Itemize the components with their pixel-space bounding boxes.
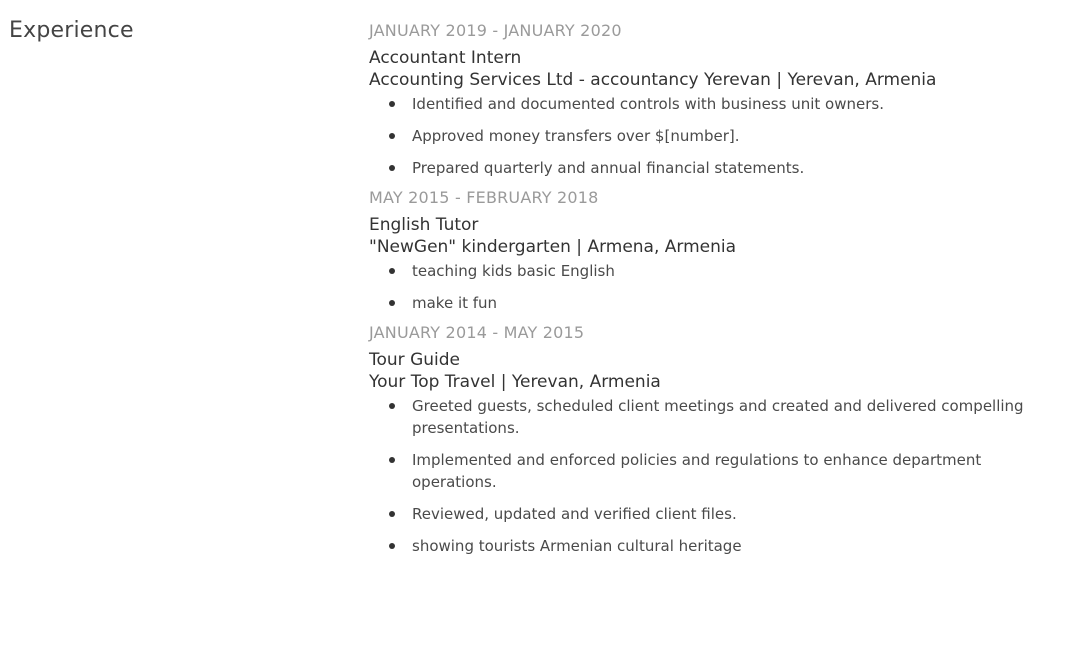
entry-bullet xyxy=(369,395,1049,439)
entry-date: MAY 2015 - FEBRUARY 2018 xyxy=(369,188,599,207)
entry-bullet-text: Greeted guests, scheduled client meetings and created and delivered compelling presentations. xyxy=(412,397,1024,437)
experience-list xyxy=(369,20,1049,565)
bullet-dot-icon xyxy=(389,300,395,306)
entry-job-title: Tour Guide xyxy=(369,350,460,370)
bullet-dot-icon xyxy=(389,165,395,171)
experience-entry xyxy=(369,187,1049,314)
entry-job-title: English Tutor xyxy=(369,215,479,235)
entry-company: Your Top Travel | Yerevan, Armenia xyxy=(369,372,661,392)
entry-bullet xyxy=(369,503,1049,525)
bullet-dot-icon xyxy=(389,133,395,139)
entry-bullet-text: Identified and documented controls with business unit owners. xyxy=(412,95,884,113)
experience-entry xyxy=(369,20,1049,179)
entry-bullet-list xyxy=(369,93,1049,179)
entry-bullet-text: showing tourists Armenian cultural heritage xyxy=(412,537,742,555)
experience-entry xyxy=(369,322,1049,557)
entry-bullet-list xyxy=(369,395,1049,557)
entry-bullet-text: Reviewed, updated and verified client files. xyxy=(412,505,737,523)
entry-bullet xyxy=(369,157,1049,179)
entry-date: JANUARY 2019 - JANUARY 2020 xyxy=(369,21,622,40)
entry-bullet-text: Implemented and enforced policies and regulations to enhance department operations. xyxy=(412,451,982,491)
entry-company: Accounting Services Ltd - accountancy Yerevan | Yerevan, Armenia xyxy=(369,70,937,90)
bullet-dot-icon xyxy=(389,543,395,549)
entry-bullet xyxy=(369,125,1049,147)
entry-bullet-text: Approved money transfers over $[number]. xyxy=(412,127,740,145)
bullet-dot-icon xyxy=(389,457,395,463)
bullet-dot-icon xyxy=(389,268,395,274)
entry-bullet xyxy=(369,292,1049,314)
entry-bullet-list xyxy=(369,260,1049,314)
bullet-dot-icon xyxy=(389,101,395,107)
entry-bullet xyxy=(369,260,1049,282)
entry-date: JANUARY 2014 - MAY 2015 xyxy=(369,323,585,342)
entry-bullet-text: make it fun xyxy=(412,294,498,312)
bullet-dot-icon xyxy=(389,511,395,517)
entry-bullet-text: Prepared quarterly and annual financial statements. xyxy=(412,159,805,177)
entry-bullet xyxy=(369,93,1049,115)
entry-company: "NewGen" kindergarten | Armena, Armenia xyxy=(369,237,737,257)
entry-bullet xyxy=(369,535,1049,557)
bullet-dot-icon xyxy=(389,403,395,409)
entry-job-title: Accountant Intern xyxy=(369,48,522,68)
section-heading-experience: Experience xyxy=(9,18,134,43)
entry-bullet xyxy=(369,449,1049,493)
entry-bullet-text: teaching kids basic English xyxy=(412,262,615,280)
